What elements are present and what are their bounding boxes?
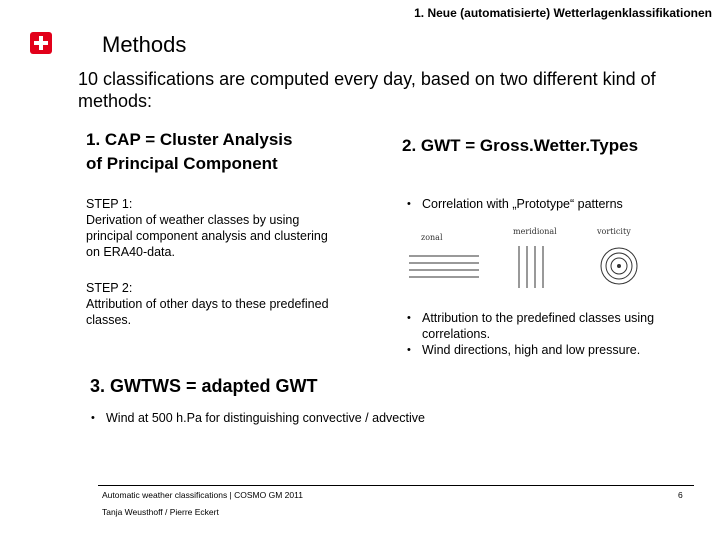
footer-divider: [98, 485, 694, 486]
swiss-cross-icon: [30, 32, 52, 54]
gwt-heading: 2. GWT = Gross.Wetter.Types: [402, 136, 639, 155]
prototype-patterns-figure: [405, 222, 650, 288]
page-number: 6: [678, 490, 683, 500]
slide-title: Methods: [102, 32, 187, 57]
footer-authors: Tanja Weusthoff / Pierre Eckert: [102, 507, 219, 517]
cap-heading-line1: 1. CAP = Cluster Analysis: [86, 130, 293, 149]
pattern-label-meridional: meridional: [513, 227, 557, 236]
gwtws-bullet-wind: • Wind at 500 h.Pa for distinguishing convective / advective: [86, 410, 586, 426]
gwt-bullet-list-2: [402, 310, 702, 358]
zonal-pattern-icon: [409, 256, 479, 277]
intro-text: 10 classifications are computed every day, based on two different kind of methods:: [78, 69, 656, 111]
footer-left-text: Automatic weather classifications | COSMO GM 2011: [102, 490, 303, 500]
gwt-bullet-list-1: [402, 196, 702, 212]
cap-heading: [86, 128, 356, 176]
gwtws-heading: 3. GWTWS = adapted GWT: [90, 376, 318, 396]
gwt-bullet-correlation: • Correlation with „Prototype“ patterns: [402, 196, 702, 212]
cap-step2-label: STEP 2:: [86, 281, 133, 295]
meridional-pattern-icon: [519, 246, 543, 288]
pattern-label-vorticity: vorticity: [597, 227, 631, 236]
slide-header-title: 1. Neue (automatisierte) Wetterlagenklassifikationen: [414, 6, 712, 20]
cap-heading-line2: of Principal Component: [86, 154, 278, 173]
cap-step2-line2: classes.: [86, 313, 132, 327]
vorticity-pattern-icon: [601, 248, 637, 284]
gwt-bullet-wind: • Wind directions, high and low pressure.: [402, 342, 702, 358]
gwtws-bullet-list: [86, 410, 586, 426]
cap-step2-line1: Attribution of other days to these predefined: [86, 297, 329, 311]
gwt-bullet-attribution: • Attribution to the predefined classes using correlations.: [402, 310, 702, 342]
cap-step1-line1: Derivation of weather classes by using: [86, 213, 300, 227]
cap-step1: [86, 196, 376, 260]
cap-step1-label: STEP 1:: [86, 197, 133, 211]
cap-step1-line3: on ERA40-data.: [86, 245, 175, 259]
cap-step2: [86, 280, 376, 328]
pattern-label-zonal: zonal: [421, 233, 443, 242]
cap-step1-line2: principal component analysis and clustering: [86, 229, 328, 243]
